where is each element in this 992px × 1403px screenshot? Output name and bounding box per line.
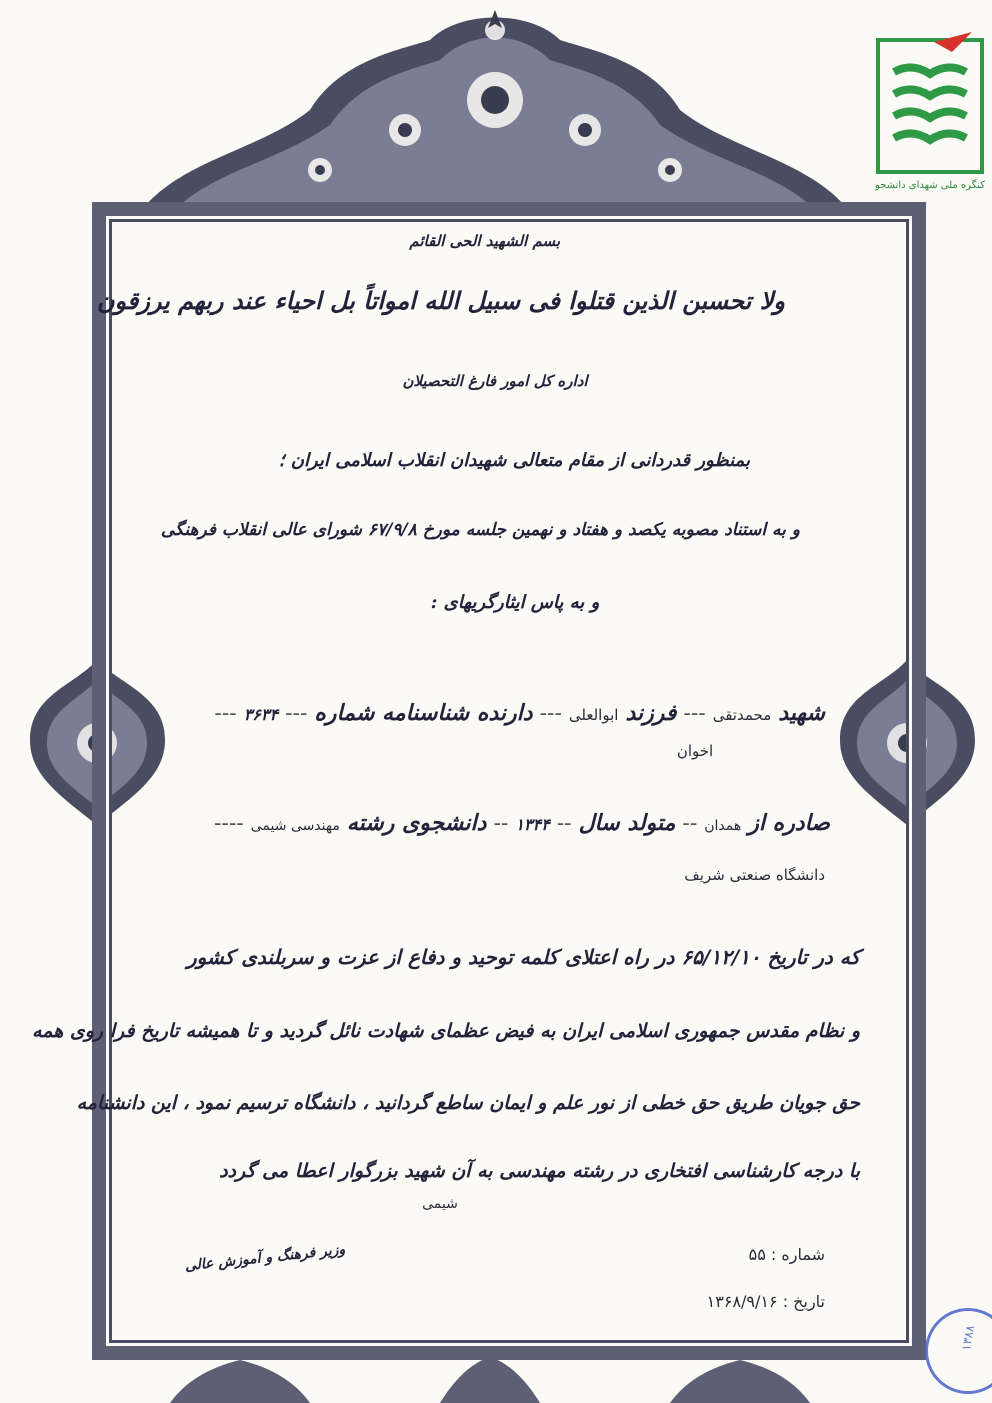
surname: اخوان [676,742,714,760]
born-label: متولد سال [578,810,676,836]
minister-signature: وزیر فرهنگ و آموزش عالی [184,1241,346,1275]
body-line-1: که در تاریخ ۶۵/۱۲/۱۰ در راه اعتلای کلمه توحید و دفاع از عزت و سربلندی کشور [186,945,860,969]
number-value: ۵۵ [748,1245,766,1264]
bottom-ornaments [150,1355,830,1403]
basmala: بسم الشهید الحی القائم [409,232,560,250]
body-line-4-field: شیمی [422,1196,458,1212]
body-line-2: و نظام مقدس جمهوری اسلامی ایران به فیض عظمای شهادت نائل گردید و تا همیشه تاریخ فرا روی همه [32,1020,860,1042]
student-label: دانشجوی رشته [346,810,487,836]
shahid-label: شهید [778,700,825,726]
ink-stamp [925,1308,992,1394]
office-name: اداره کل امور فارغ التحصیلان [402,372,588,390]
father-name: ابوالعلی [568,706,619,724]
stamp-number: ۱۳۸۸ [958,1324,978,1352]
quran-verse: ولا تحسبن الذین قتلوا فی سبیل الله امواتاً بل احیاء عند ربهم یرزقون [96,286,785,315]
details-line-1: شهید محمدتقی --- فرزند ابوالعلی --- دارنده شناسنامه شماره --- ۳۶۳۴ --- [214,700,825,726]
id-number: ۳۶۳۴ [243,705,279,724]
congress-logo [872,32,988,200]
farzand-label: فرزند [625,700,677,726]
body-line-3: حق جویان طریق حق خطی از نور علم و ایمان ساطع گردانید ، دانشگاه ترسیم نمود ، این دانشنامه [76,1092,860,1114]
book-wings-icon [872,32,988,182]
born-year: ۱۳۴۴ [515,815,550,834]
logo-caption: کنگره ملی شهدای دانشجو [875,180,985,191]
date-value: ۱۳۶۸/۹/۱۶ [706,1292,778,1311]
id-label: دارنده شناسنامه شماره [314,700,533,726]
number-label: شماره : [770,1245,825,1264]
issued-from: همدان [704,818,742,834]
intro-line-1: بمنظور قدردانی از مقام متعالی شهیدان انقلاب اسلامی ایران ؛ [278,450,750,471]
issued-label: صادره از [748,810,830,836]
field-of-study: مهندسی شیمی [250,818,340,834]
top-crest-ornament [140,0,850,215]
intro-line-3: و به پاس ایثارگریهای : [430,592,600,613]
date-label: تاریخ : [782,1292,825,1311]
details-line-2: صادره از همدان -- متولد سال -- ۱۳۴۴ -- دانشجوی رشته مهندسی شیمی ---- [214,810,830,836]
university: دانشگاه صنعتی شریف [684,866,825,884]
shahid-name: محمدتقی [712,706,772,724]
number-row [620,1245,825,1264]
intro-line-2: و به استناد مصوبه یکصد و هفتاد و نهمین جلسه مورخ ۶۷/۹/۸ شورای عالی انقلاب فرهنگی [160,520,800,540]
date-row [600,1292,825,1311]
body-line-4: با درجه کارشناسی افتخاری در رشته مهندسی به آن شهید بزرگوار اعطا می گردد [219,1160,860,1182]
